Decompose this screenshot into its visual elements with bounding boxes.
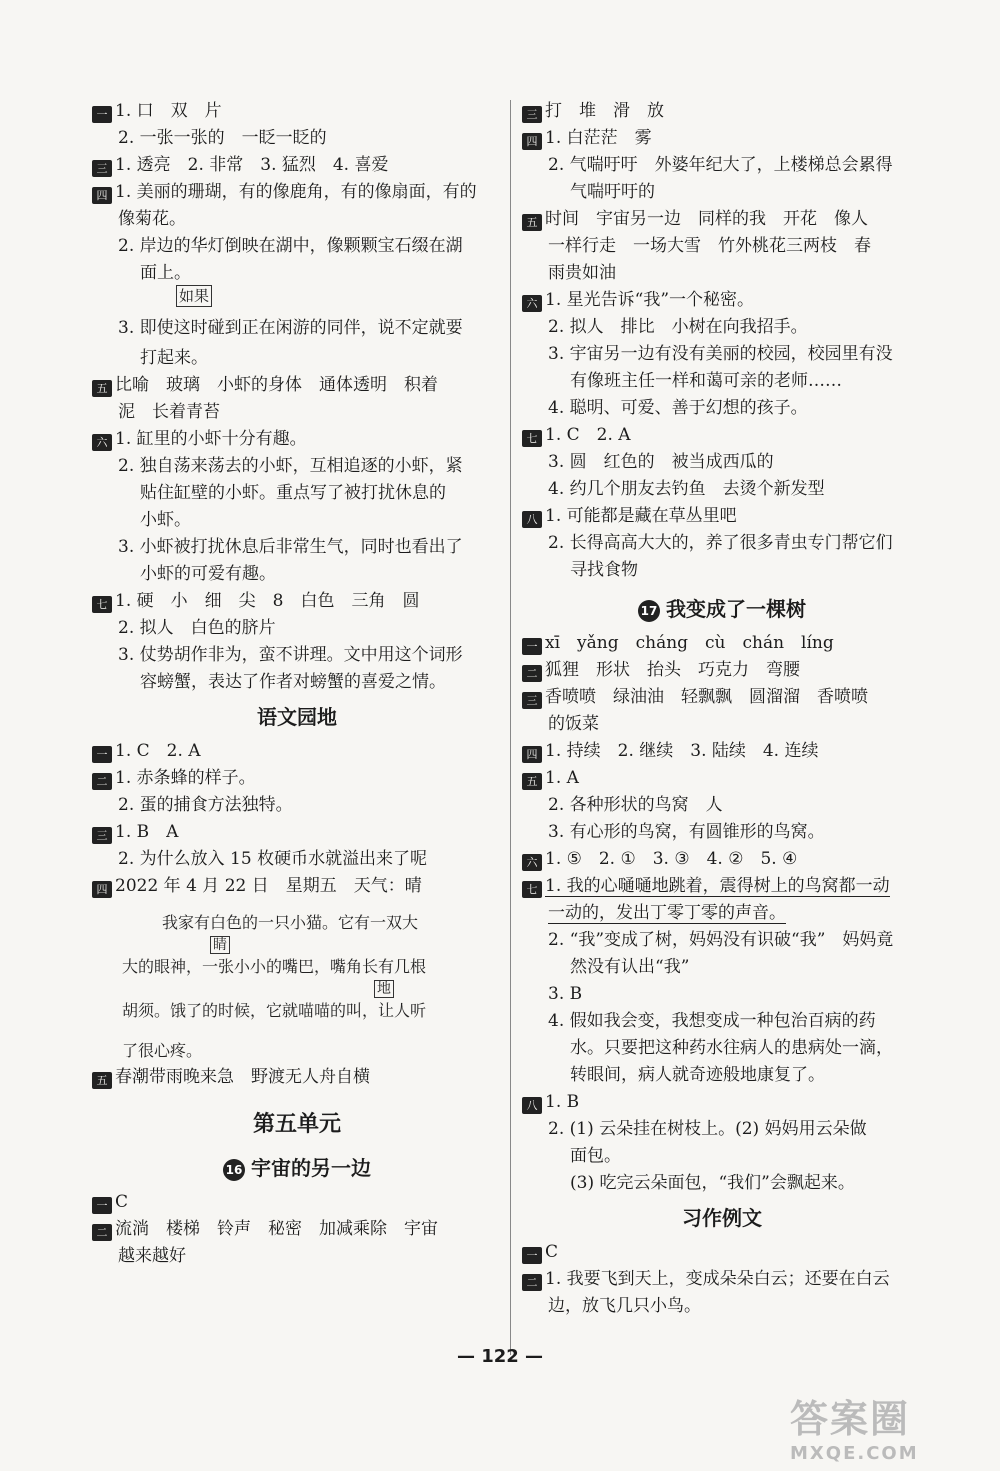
answer-line bbox=[92, 453, 502, 480]
answer-line bbox=[522, 711, 922, 738]
answer-text: 时间 宇宙另一边 同样的我 开花 像人 bbox=[545, 209, 868, 229]
answer-line bbox=[522, 368, 922, 395]
answer-text: 面包。 bbox=[570, 1146, 621, 1166]
left-block-1 bbox=[92, 98, 502, 287]
answer-line bbox=[522, 1143, 922, 1170]
answer-line bbox=[92, 873, 502, 900]
answer-line bbox=[522, 981, 922, 1008]
answer-line bbox=[522, 98, 922, 125]
answer-line bbox=[92, 206, 502, 233]
question-marker: 一 bbox=[522, 1247, 542, 1264]
answer-text: 4. 聪明、可爱、善于幻想的孩子。 bbox=[548, 398, 808, 418]
question-marker: 二 bbox=[522, 1274, 542, 1291]
answer-text: 2. 拟人 排比 小树在向我招手。 bbox=[548, 317, 808, 337]
section-title: 语文园地 bbox=[257, 705, 337, 729]
lesson-number-badge: 17 bbox=[638, 600, 660, 622]
answer-text: 3. 宇宙另一边有没有美丽的校园，校园里有没 bbox=[548, 344, 893, 364]
lesson-number-badge: 16 bbox=[223, 1159, 245, 1181]
answer-text: 2. 长得高高大大的，养了很多青虫专门帮它们 bbox=[548, 533, 893, 553]
handwritten-diary bbox=[92, 906, 502, 1060]
answer-line bbox=[522, 503, 922, 530]
answer-text: 2022 年 4 月 22 日 星期五 天气：晴 bbox=[115, 876, 422, 896]
right-block-1 bbox=[522, 98, 922, 584]
answer-text: 3. 小虾被打扰休息后非常生气，同时也看出了 bbox=[118, 537, 463, 557]
right-block-4 bbox=[522, 1239, 922, 1320]
edited-answer bbox=[92, 287, 502, 345]
answer-text: 边，放飞几只小鸟。 bbox=[548, 1296, 701, 1316]
answer-line bbox=[522, 179, 922, 206]
lesson-title-text: 我变成了一棵树 bbox=[666, 597, 806, 621]
answer-text: 1. 缸里的小虾十分有趣。 bbox=[115, 429, 307, 449]
answer-text: 像菊花。 bbox=[118, 209, 186, 229]
answer-text: 1. 可能都是藏在草丛里吧 bbox=[545, 506, 737, 526]
answer-text: 1. C 2. A bbox=[545, 425, 631, 445]
answer-line bbox=[92, 765, 502, 792]
answer-line bbox=[92, 1189, 502, 1216]
question-marker: 五 bbox=[92, 380, 112, 397]
answer-line bbox=[92, 426, 502, 453]
answer-line bbox=[522, 341, 922, 368]
answer-line bbox=[522, 1062, 922, 1089]
answer-text: 气喘吁吁的 bbox=[570, 182, 655, 202]
answer-text: 1. C 2. A bbox=[115, 741, 201, 761]
answer-line bbox=[522, 1035, 922, 1062]
answer-text: 转眼间，病人就奇迹般地康复了。 bbox=[570, 1065, 825, 1085]
question-marker: 三 bbox=[92, 827, 112, 844]
diary-line: 胡须。饿了的时候，它就喵喵的叫，让人听 bbox=[122, 1001, 427, 1020]
answer-text: C bbox=[545, 1242, 559, 1262]
question-marker: 五 bbox=[522, 773, 542, 790]
answer-line bbox=[522, 260, 922, 287]
answer-line bbox=[522, 395, 922, 422]
answer-text: 的饭菜 bbox=[548, 714, 599, 734]
answer-text: 2. 独自荡来荡去的小虾，互相追逐的小虾，紧 bbox=[118, 456, 463, 476]
answer-text: 容螃蟹，表达了作者对螃蟹的喜爱之情。 bbox=[140, 672, 446, 692]
answer-line bbox=[92, 1064, 502, 1091]
answer-line bbox=[522, 657, 922, 684]
answer-line bbox=[522, 927, 922, 954]
answer-text: 1. A bbox=[545, 768, 579, 788]
answer-line bbox=[522, 152, 922, 179]
watermark-logo bbox=[790, 1388, 980, 1464]
unit-title: 第五单元 bbox=[252, 1112, 341, 1137]
answer-text: 2. 各种形状的鸟窝 人 bbox=[548, 795, 723, 815]
answer-line bbox=[522, 630, 922, 657]
answer-line bbox=[522, 206, 922, 233]
answer-text: 2. 岸边的华灯倒映在湖中，像颗颗宝石缀在湖 bbox=[118, 236, 463, 256]
answer-line bbox=[522, 233, 922, 260]
answer-line bbox=[522, 1293, 922, 1320]
answer-text: 1. B bbox=[545, 1092, 580, 1112]
diary-line: 我家有白色的一只小猫。它有一双大 bbox=[162, 913, 419, 932]
answer-line bbox=[522, 314, 922, 341]
question-marker: 五 bbox=[522, 214, 542, 231]
answer-line bbox=[522, 684, 922, 711]
answer-text: 寻找食物 bbox=[570, 560, 638, 580]
lesson-title-text: 宇宙的另一边 bbox=[251, 1156, 371, 1180]
answer-text: 3. 仗势胡作非为，蛮不讲理。文中用这个词形 bbox=[118, 645, 463, 665]
answer-line bbox=[92, 260, 502, 287]
answer-text: 1. 持续 2. 继续 3. 陆续 4. 连续 bbox=[545, 741, 819, 761]
answer-line bbox=[522, 900, 922, 927]
correction-insert: 睛 bbox=[210, 936, 230, 954]
answer-line bbox=[522, 873, 922, 900]
question-marker: 三 bbox=[522, 106, 542, 123]
answer-line bbox=[522, 1089, 922, 1116]
question-marker: 七 bbox=[92, 596, 112, 613]
correction-insert: 地 bbox=[374, 980, 394, 998]
answer-line bbox=[92, 669, 502, 696]
question-marker: 四 bbox=[522, 133, 542, 150]
question-marker: 四 bbox=[92, 881, 112, 898]
right-block-2 bbox=[522, 630, 922, 873]
answer-line bbox=[92, 792, 502, 819]
question-marker: 七 bbox=[522, 430, 542, 447]
answer-text: 1. 我要飞到天上，变成朵朵白云；还要在白云 bbox=[545, 1269, 890, 1289]
answer-line bbox=[92, 1243, 502, 1270]
answer-line bbox=[92, 399, 502, 426]
lesson-title bbox=[522, 592, 922, 626]
question-marker: 一 bbox=[522, 638, 542, 655]
answer-text: 面上。 bbox=[140, 263, 191, 283]
question-marker: 四 bbox=[92, 187, 112, 204]
question-marker: 一 bbox=[92, 1197, 112, 1214]
answer-text: 1. 透亮 2. 非常 3. 猛烈 4. 喜爱 bbox=[115, 155, 389, 175]
answer-text: 比喻 玻璃 小虾的身体 通体透明 积着 bbox=[115, 375, 438, 395]
answer-line bbox=[522, 422, 922, 449]
question-marker: 三 bbox=[522, 692, 542, 709]
answer-line bbox=[522, 819, 922, 846]
diary-line: 大的眼神，一张小小的嘴巴，嘴角长有几根 bbox=[122, 957, 427, 976]
answer-line bbox=[522, 557, 922, 584]
question-marker: 八 bbox=[522, 511, 542, 528]
answer-line bbox=[522, 738, 922, 765]
answer-line bbox=[522, 792, 922, 819]
answer-text: 2. 蛋的捕食方法独特。 bbox=[118, 795, 293, 815]
left-block-4 bbox=[92, 1189, 502, 1270]
answer-line bbox=[522, 1008, 922, 1035]
answer-text: 3. B bbox=[548, 984, 583, 1004]
answer-text: 流淌 楼梯 铃声 秘密 加减乘除 宇宙 bbox=[115, 1219, 438, 1239]
answer-line bbox=[92, 615, 502, 642]
answer-text: 打起来。 bbox=[140, 348, 208, 368]
answer-line bbox=[522, 765, 922, 792]
question-marker: 五 bbox=[92, 1072, 112, 1089]
answer-text: 2. 拟人 白色的脐片 bbox=[118, 618, 276, 638]
answer-text: 然没有认出“我” bbox=[570, 957, 690, 977]
answer-line bbox=[92, 152, 502, 179]
column-divider bbox=[510, 100, 511, 1355]
answer-text: 小虾。 bbox=[140, 510, 191, 530]
question-marker: 一 bbox=[92, 746, 112, 763]
right-column bbox=[522, 98, 922, 1320]
left-block-3 bbox=[92, 738, 502, 900]
answer-text: 越来越好 bbox=[118, 1246, 186, 1266]
question-marker: 八 bbox=[522, 1097, 542, 1114]
question-marker: 二 bbox=[92, 1224, 112, 1241]
answer-line bbox=[522, 1116, 922, 1143]
watermark-text: 答案圈 bbox=[790, 1397, 911, 1441]
answer-line bbox=[92, 819, 502, 846]
question-marker: 二 bbox=[522, 665, 542, 682]
answer-line bbox=[522, 125, 922, 152]
answer-line bbox=[522, 1266, 922, 1293]
answer-text: 小虾的可爱有趣。 bbox=[140, 564, 276, 584]
answer-text: 1. 硬 小 细 尖 8 白色 三角 圆 bbox=[115, 591, 420, 611]
answer-line bbox=[92, 179, 502, 206]
answer-line bbox=[522, 530, 922, 557]
answer-line bbox=[522, 1239, 922, 1266]
left-block-2 bbox=[92, 372, 502, 696]
answer-line bbox=[92, 588, 502, 615]
answer-line bbox=[92, 507, 502, 534]
answer-line bbox=[92, 372, 502, 399]
answer-text: 4. 假如我会变，我想变成一种包治百病的药 bbox=[548, 1011, 876, 1031]
question-marker: 一 bbox=[92, 106, 112, 123]
page-number: — 122 — bbox=[456, 1346, 544, 1367]
question-marker: 二 bbox=[92, 773, 112, 790]
question-marker: 六 bbox=[92, 434, 112, 451]
answer-line bbox=[92, 561, 502, 588]
answer-line bbox=[522, 1170, 922, 1197]
answer-text: 1. 口 双 片 bbox=[115, 101, 222, 121]
answer-line bbox=[92, 534, 502, 561]
answer-text: 2. 一张一张的 一眨一眨的 bbox=[118, 128, 327, 148]
question-marker: 六 bbox=[522, 295, 542, 312]
answer-line bbox=[522, 954, 922, 981]
answer-line bbox=[522, 287, 922, 314]
answer-line bbox=[522, 846, 922, 873]
answer-text: C bbox=[115, 1192, 129, 1212]
answer-text: 2. “我”变成了树，妈妈没有识破“我” 妈妈竟 bbox=[548, 930, 894, 950]
answer-text: 一样行走 一场大雪 竹外桃花三两枝 春 bbox=[548, 236, 871, 256]
left-column bbox=[92, 98, 502, 1270]
diary-line: 了很心疼。 bbox=[122, 1041, 203, 1060]
right-block-3 bbox=[522, 927, 922, 1197]
answer-text: 1. 星光告诉“我”一个秘密。 bbox=[545, 290, 755, 310]
answer-line bbox=[92, 233, 502, 260]
answer-line bbox=[522, 476, 922, 503]
answer-text: 1. 美丽的珊瑚，有的像鹿角，有的像扇面，有的 bbox=[115, 182, 477, 202]
watermark-url: MXQE.COM bbox=[790, 1443, 919, 1464]
section-title: 习作例文 bbox=[682, 1206, 762, 1230]
answer-text: 1. ⑤ 2. ① 3. ③ 4. ② 5. ④ bbox=[545, 849, 798, 869]
question-marker: 六 bbox=[522, 854, 542, 871]
answer-text: 贴住缸壁的小虾。重点写了被打扰休息的 bbox=[140, 483, 446, 503]
answer-text: 1. B A bbox=[115, 822, 179, 842]
answer-text: 3. 即使这时碰到正在闲游的同伴，说不定就要 bbox=[118, 318, 463, 338]
answer-text: 4. 约几个朋友去钓鱼 去烫个新发型 bbox=[548, 479, 825, 499]
answer-text: 香喷喷 绿油油 轻飘飘 圆溜溜 香喷喷 bbox=[545, 687, 868, 707]
answer-text: 1. 赤条蜂的样子。 bbox=[115, 768, 256, 788]
lesson-title bbox=[92, 1151, 502, 1185]
answer-text: 3. 圆 红色的 被当成西瓜的 bbox=[548, 452, 774, 472]
answer-line bbox=[92, 480, 502, 507]
answer-text: 1. 白茫茫 雾 bbox=[545, 128, 652, 148]
answer-text: 2. 为什么放入 15 枚硬币水就溢出来了呢 bbox=[118, 849, 428, 869]
underlined-answer: 一动的，发出丁零丁零的声音。 bbox=[548, 903, 786, 923]
answer-text: 泥 长着青苔 bbox=[118, 402, 220, 422]
answer-text: 有像班主任一样和蔼可亲的老师…… bbox=[570, 371, 842, 391]
question-marker: 四 bbox=[522, 746, 542, 763]
answer-text: 狐狸 形状 抬头 巧克力 弯腰 bbox=[545, 660, 800, 680]
correction-insert: 如果 bbox=[176, 285, 212, 307]
question-marker: 七 bbox=[522, 881, 542, 898]
answer-text: 雨贵如油 bbox=[548, 263, 616, 283]
answer-text: (3) 吃完云朵面包，“我们”会飘起来。 bbox=[570, 1173, 855, 1193]
answer-line bbox=[92, 1216, 502, 1243]
answer-text: 2. 气喘吁吁 外婆年纪大了，上楼梯总会累得 bbox=[548, 155, 893, 175]
answer-text: xī yǎng cháng cù chán líng bbox=[545, 633, 834, 653]
answer-text: 3. 有心形的鸟窝，有圆锥形的鸟窝。 bbox=[548, 822, 825, 842]
answer-line bbox=[522, 449, 922, 476]
answer-text: 水。只要把这种药水往病人的患病处一滴， bbox=[570, 1038, 893, 1058]
answer-line bbox=[92, 125, 502, 152]
answer-line bbox=[92, 98, 502, 125]
answer-line bbox=[92, 642, 502, 669]
question-marker: 三 bbox=[92, 160, 112, 177]
answer-line bbox=[92, 738, 502, 765]
answer-text: 打 堆 滑 放 bbox=[545, 101, 664, 121]
underlined-answer: 1. 我的心嗵嗵地跳着，震得树上的鸟窝都一动 bbox=[545, 876, 890, 896]
answer-text: 2. (1) 云朵挂在树枝上。(2) 妈妈用云朵做 bbox=[548, 1119, 867, 1139]
answer-text: 春潮带雨晚来急 野渡无人舟自横 bbox=[115, 1067, 370, 1087]
answer-line bbox=[92, 846, 502, 873]
